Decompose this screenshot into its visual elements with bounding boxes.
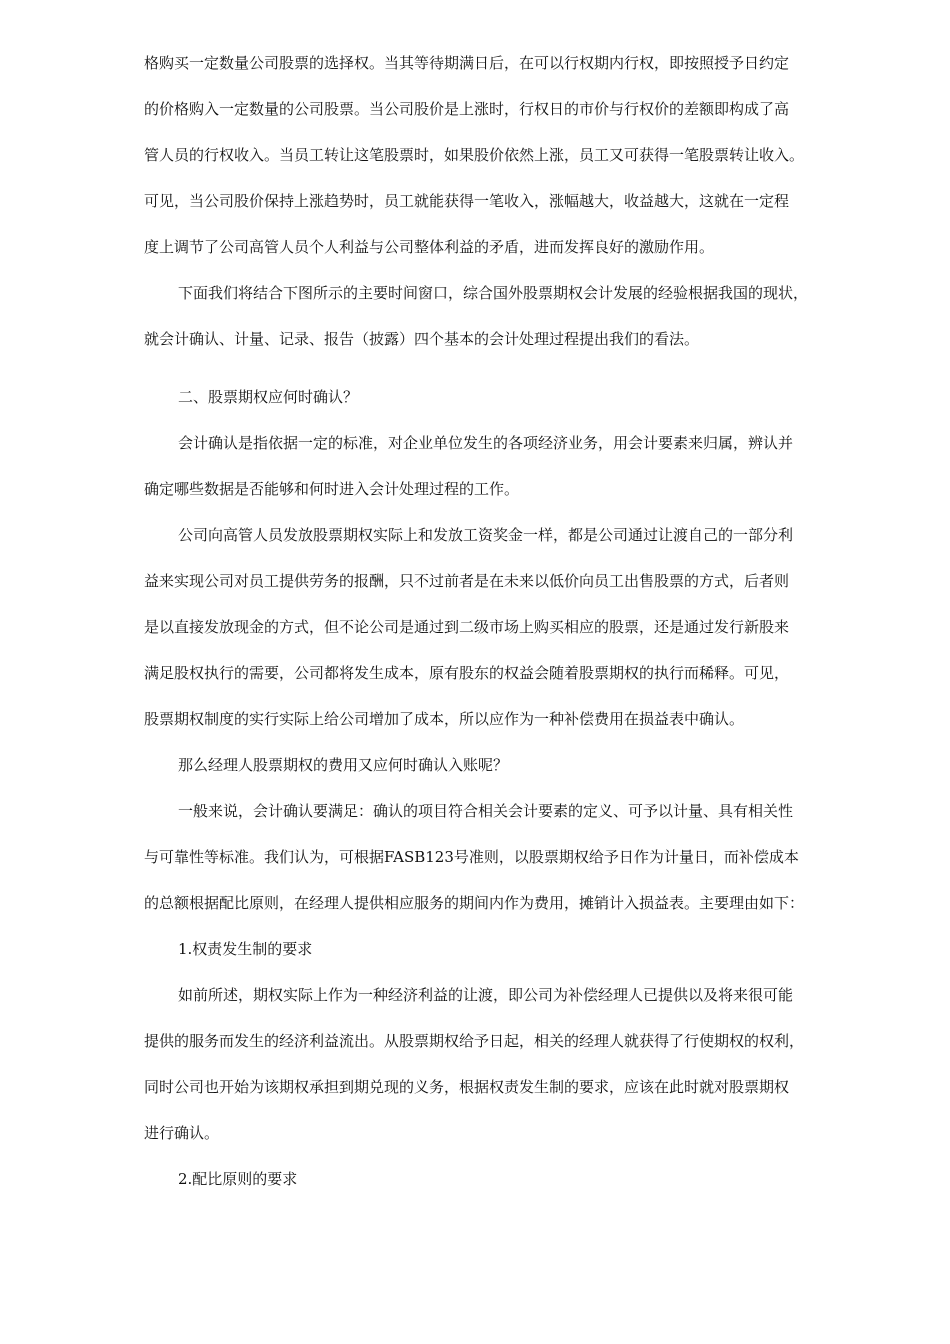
paragraph-question	[144, 742, 874, 788]
text-line: 同时公司也开始为该期权承担到期兑现的义务，根据权责发生制的要求，应该在此时就对股票期权	[144, 1078, 790, 1096]
section-heading	[144, 374, 874, 420]
text-line: 那么经理人股票期权的费用又应何时确认入账呢？	[178, 756, 509, 774]
text-line: 进行确认。	[144, 1124, 220, 1142]
text-line: 是以直接发放现金的方式，但不论公司是通过到二级市场上购买相应的股票，还是通过发行新股来	[144, 618, 790, 636]
text-line: 与可靠性等标准。我们认为，可根据FASB123号准则，以股票期权给予日作为计量日，而补偿成本	[144, 848, 799, 866]
text-line: 益来实现公司对员工提供劳务的报酬，只不过前者是在未来以低价向员工出售股票的方式，后者则	[144, 572, 790, 590]
text-line: 会计确认是指依据一定的标准，对企业单位发生的各项经济业务，用会计要素来归属，辨认并	[178, 434, 794, 452]
text-line: 公司向高管人员发放股票期权实际上和发放工资奖金一样，都是公司通过让渡自己的一部分利	[178, 526, 794, 544]
text-line: 就会计确认、计量、记录、报告（披露）四个基本的会计处理过程提出我们的看法。	[144, 330, 700, 348]
heading-text: 二、股票期权应何时确认？	[178, 388, 359, 406]
text-line: 管人员的行权收入。当员工转让这笔股票时，如果股价依然上涨，员工又可获得一笔股票转让收入。	[144, 146, 805, 164]
text-line: 的总额根据配比原则，在经理人提供相应服务的期间内作为费用，摊销计入损益表。主要理由如下：	[144, 894, 805, 912]
paragraph-intro	[144, 270, 874, 362]
subheading-text: 1.权责发生制的要求	[178, 940, 313, 958]
paragraph-option-income	[144, 40, 874, 270]
text-line: 确定哪些数据是否能够和何时进入会计处理过程的工作。	[144, 480, 520, 498]
paragraph-definition	[144, 420, 874, 512]
text-line: 度上调节了公司高管人员个人利益与公司整体利益的矛盾，进而发挥良好的激励作用。	[144, 238, 715, 256]
subheading-matching	[144, 1156, 874, 1202]
text-line: 的价格购入一定数量的公司股票。当公司股价是上涨时，行权日的市价与行权价的差额即构成了高	[144, 100, 790, 118]
paragraph-criteria	[144, 788, 874, 926]
text-line: 一般来说，会计确认要满足：确认的项目符合相关会计要素的定义、可予以计量、具有相关性	[178, 802, 794, 820]
text-line: 格购买一定数量公司股票的选择权。当其等待期满日后，在可以行权期内行权，即按照授予日约定	[144, 54, 790, 72]
text-line: 满足股权执行的需要，公司都将发生成本，原有股东的权益会随着股票期权的执行而稀释。可见，	[144, 664, 790, 682]
text-line: 如前所述，期权实际上作为一种经济利益的让渡，即公司为补偿经理人已提供以及将来很可能	[178, 986, 794, 1004]
paragraph-accrual	[144, 972, 874, 1156]
subheading-accrual	[144, 926, 874, 972]
paragraph-cost	[144, 512, 874, 742]
text-line: 提供的服务而发生的经济利益流出。从股票期权给予日起，相关的经理人就获得了行使期权的权利，	[144, 1032, 805, 1050]
text-line: 下面我们将结合下图所示的主要时间窗口，综合国外股票期权会计发展的经验根据我国的现状，	[178, 284, 809, 302]
subheading-text: 2.配比原则的要求	[178, 1170, 298, 1188]
text-line: 可见，当公司股价保持上涨趋势时，员工就能获得一笔收入，涨幅越大，收益越大，这就在一定程	[144, 192, 790, 210]
text-line: 股票期权制度的实行实际上给公司增加了成本，所以应作为一种补偿费用在损益表中确认。	[144, 710, 745, 728]
